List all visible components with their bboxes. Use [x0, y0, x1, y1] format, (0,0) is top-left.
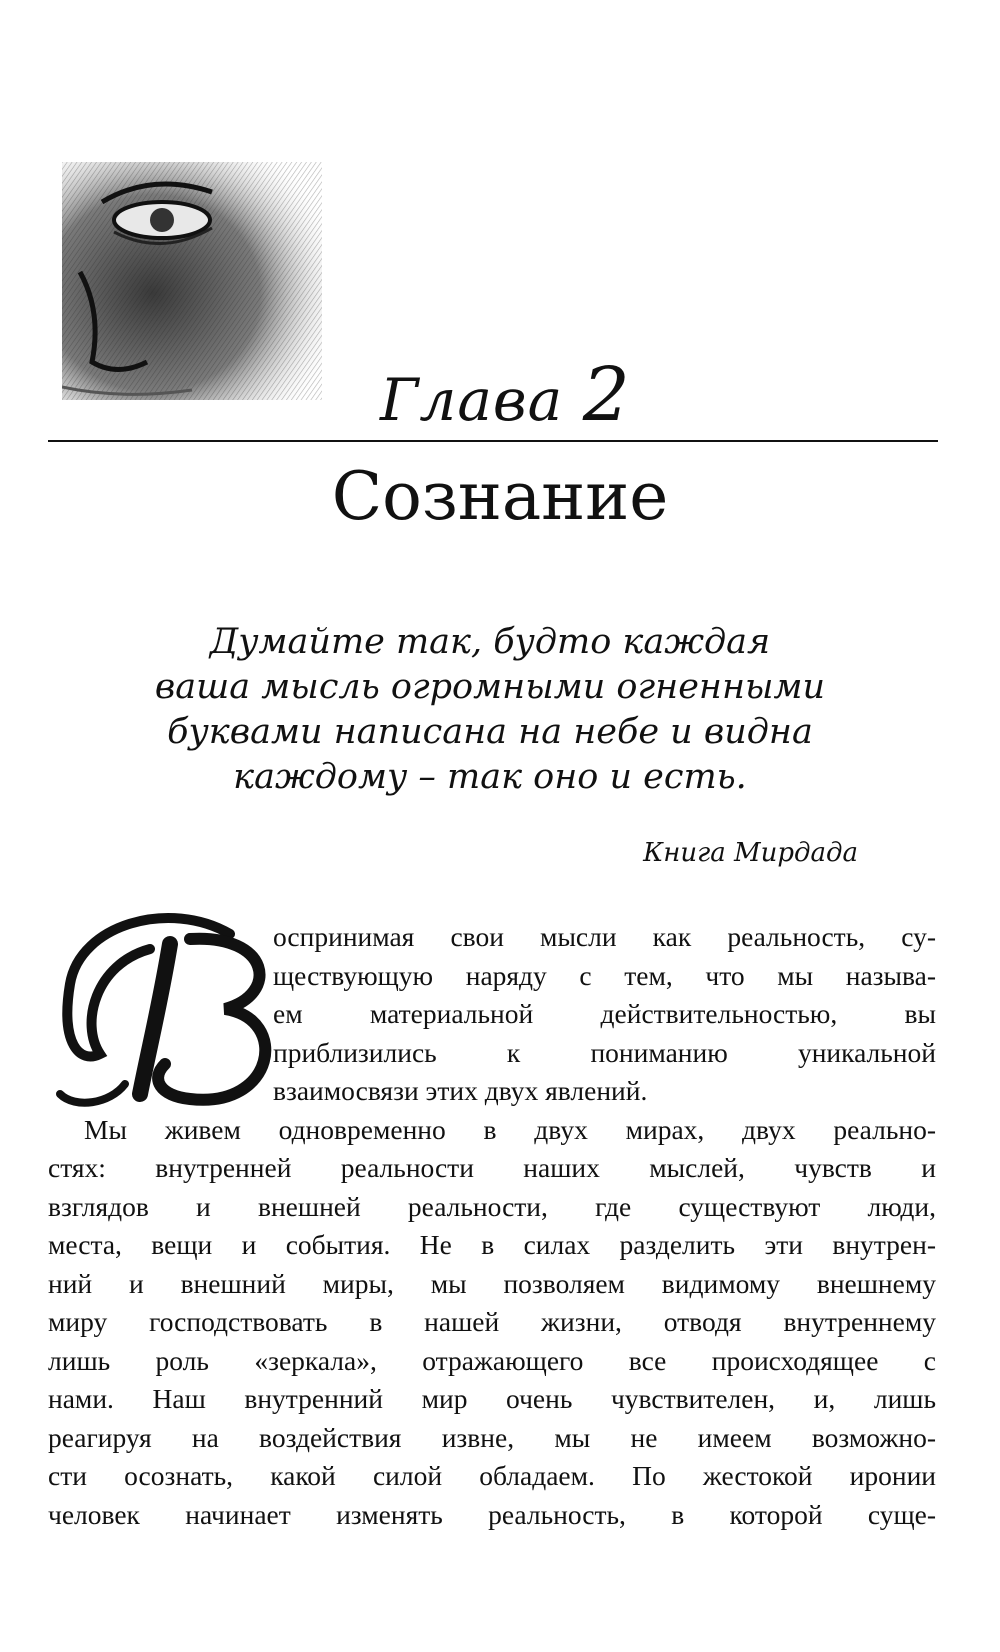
body-line: ществующую наряду с тем, что мы называ- — [273, 959, 936, 991]
epigraph-line: каждому – так оно и есть. — [233, 757, 747, 797]
body-line: оспринимая свои мысли как реальность, су- — [273, 921, 936, 952]
body-text — [48, 918, 936, 1534]
chapter-divider — [48, 440, 938, 442]
epigraph — [150, 620, 830, 800]
epigraph-source: Книга Мирдада — [643, 838, 858, 868]
body-line: миру господствовать в нашей жизни, отводя внутреннему — [48, 1306, 936, 1337]
body-line: взаимосвязи этих двух явлений. — [273, 1075, 648, 1106]
body-line: реагируя на воздействия извне, мы не имеем возможно- — [48, 1421, 936, 1453]
body-line: Мы живем одновременно в двух мирах, двух реально- — [84, 1113, 936, 1145]
chapter-heading — [380, 352, 631, 438]
epigraph-line: Думайте так, будто каждая — [209, 622, 771, 662]
face-engraving-illustration — [62, 162, 322, 400]
chapter-title: Сознание — [331, 458, 669, 535]
body-line: сти осознать, какой силой обладаем. По жестокой иронии — [48, 1460, 936, 1491]
body-line: человек начинает изменять реальность, в которой суще- — [48, 1498, 936, 1530]
body-line: нами. Наш внутренний мир очень чувствителен, и, лишь — [48, 1383, 936, 1414]
epigraph-line: ваша мысль огромными огненными — [154, 667, 826, 707]
chapter-label: Глава — [380, 366, 564, 434]
body-line: взглядов и внешней реальности, где существуют люди, — [48, 1190, 936, 1222]
body-line: лишь роль «зеркала», отражающего все происходящее с — [48, 1344, 936, 1376]
body-line: ний и внешний миры, мы позволяем видимому внешнему — [48, 1267, 936, 1299]
chapter-number: 2 — [582, 352, 631, 438]
body-line: приблизились к пониманию уникальной — [273, 1036, 936, 1068]
body-line: стях: внутренней реальности наших мыслей, чувств и — [48, 1152, 936, 1183]
body-line: места, вещи и события. Не в силах разделить эти внутрен- — [48, 1229, 936, 1260]
body-line: ем материальной действительностью, вы — [273, 998, 936, 1029]
epigraph-line: буквами написана на небе и видна — [167, 712, 813, 752]
